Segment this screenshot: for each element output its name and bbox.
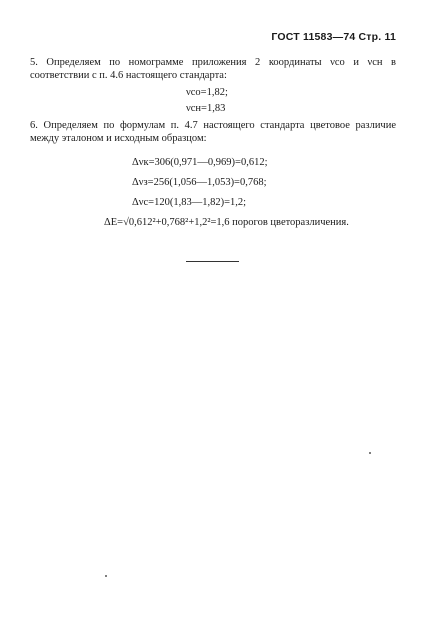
- formula-delta-e: ΔE=√0,612²+0,768²+1,2²=1,6 порогов цветоразличения.: [104, 217, 349, 228]
- page-header: ГОСТ 11583—74 Стр. 11: [271, 31, 396, 43]
- scan-speck: [105, 575, 107, 577]
- section-6-text: 6. Определяем по формулам п. 4.7 настоящего стандарта цветовое различие между эталоном и исходным образцом:: [30, 120, 396, 144]
- scan-speck: [369, 452, 371, 454]
- formula-v-co: νсо=1,82;: [186, 87, 228, 98]
- formula-v-cn: νсн=1,83: [186, 103, 226, 114]
- formula-delta-v-c: Δνс=120(1,83—1,82)=1,2;: [132, 197, 247, 208]
- formula-delta-v-z: Δνз=256(1,056—1,053)=0,768;: [132, 177, 267, 188]
- formula-delta-v-k: Δνк=306(0,971—0,969)=0,612;: [132, 157, 268, 168]
- section-5-text: 5. Определяем по номограмме приложения 2 координаты νсо и νсн в соответствии с п. 4.6 настоящего стандарта:: [30, 57, 396, 81]
- section-divider: [186, 261, 239, 262]
